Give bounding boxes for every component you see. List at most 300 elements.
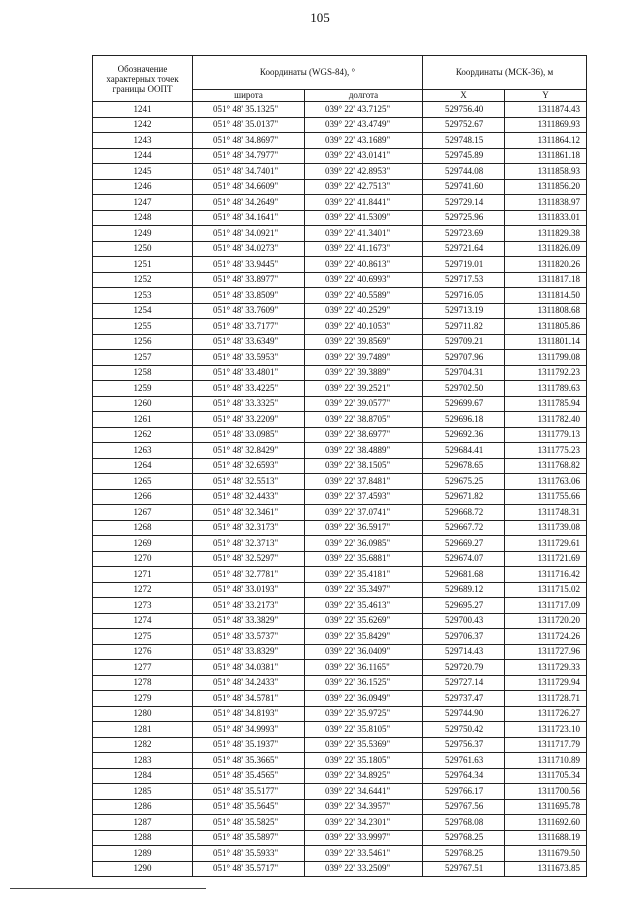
header-wgs84: Координаты (WGS-84), ° [193,56,423,90]
latitude-value: 051° 48' 34.0381" [193,660,305,676]
longitude-value: 039° 22' 41.1673" [305,241,423,257]
table-row [93,226,587,242]
latitude-value: 051° 48' 35.5717" [193,861,305,877]
y-value: 1311775.23 [505,443,587,459]
latitude-value: 051° 48' 32.5513" [193,474,305,490]
longitude-value: 039° 22' 38.1505" [305,458,423,474]
point-number: 1253 [93,288,193,304]
x-value: 529723.69 [423,226,505,242]
table-row [93,303,587,319]
x-value: 529768.25 [423,830,505,846]
table-row [93,815,587,831]
header-latitude: широта [193,90,305,102]
table-row [93,319,587,335]
x-value: 529689.12 [423,582,505,598]
longitude-value: 039° 22' 33.2509" [305,861,423,877]
point-number: 1252 [93,272,193,288]
x-value: 529721.64 [423,241,505,257]
point-number: 1288 [93,830,193,846]
point-number: 1267 [93,505,193,521]
table-row [93,412,587,428]
y-value: 1311838.97 [505,195,587,211]
latitude-value: 051° 48' 35.1325" [193,102,305,118]
point-number: 1271 [93,567,193,583]
longitude-value: 039° 22' 43.1689" [305,133,423,149]
table-row [93,660,587,676]
x-value: 529678.65 [423,458,505,474]
table-row [93,102,587,118]
y-value: 1311820.26 [505,257,587,273]
x-value: 529756.37 [423,737,505,753]
x-value: 529768.08 [423,815,505,831]
latitude-value: 051° 48' 33.8509" [193,288,305,304]
latitude-value: 051° 48' 33.8977" [193,272,305,288]
point-number: 1278 [93,675,193,691]
latitude-value: 051° 48' 33.2173" [193,598,305,614]
x-value: 529681.68 [423,567,505,583]
x-value: 529709.21 [423,334,505,350]
point-number: 1270 [93,551,193,567]
table-row [93,365,587,381]
point-number: 1247 [93,195,193,211]
x-value: 529768.25 [423,846,505,862]
table-row [93,799,587,815]
point-number: 1290 [93,861,193,877]
longitude-value: 039° 22' 39.7489" [305,350,423,366]
point-number: 1257 [93,350,193,366]
y-value: 1311801.14 [505,334,587,350]
longitude-value: 039° 22' 35.8105" [305,722,423,738]
x-value: 529674.07 [423,551,505,567]
longitude-value: 039° 22' 34.8925" [305,768,423,784]
x-value: 529752.67 [423,117,505,133]
table-row [93,551,587,567]
table-row [93,861,587,877]
x-value: 529716.05 [423,288,505,304]
point-number: 1260 [93,396,193,412]
y-value: 1311729.94 [505,675,587,691]
table-row [93,179,587,195]
point-number: 1276 [93,644,193,660]
y-value: 1311739.08 [505,520,587,536]
longitude-value: 039° 22' 39.0577" [305,396,423,412]
point-number: 1284 [93,768,193,784]
latitude-value: 051° 48' 34.7977" [193,148,305,164]
latitude-value: 051° 48' 34.2433" [193,675,305,691]
table-row [93,489,587,505]
latitude-value: 051° 48' 32.3173" [193,520,305,536]
x-value: 529700.43 [423,613,505,629]
x-value: 529764.34 [423,768,505,784]
longitude-value: 039° 22' 41.5309" [305,210,423,226]
point-number: 1282 [93,737,193,753]
point-number: 1287 [93,815,193,831]
x-value: 529706.37 [423,629,505,645]
table-row [93,582,587,598]
latitude-value: 051° 48' 35.5897" [193,830,305,846]
y-value: 1311856.20 [505,179,587,195]
longitude-value: 039° 22' 40.2529" [305,303,423,319]
latitude-value: 051° 48' 33.6349" [193,334,305,350]
latitude-value: 051° 48' 35.5933" [193,846,305,862]
x-value: 529699.67 [423,396,505,412]
table-row [93,613,587,629]
y-value: 1311700.56 [505,784,587,800]
point-number: 1254 [93,303,193,319]
header-x: X [423,90,505,102]
table-row [93,536,587,552]
y-value: 1311833.01 [505,210,587,226]
page-number: 105 [310,10,330,25]
point-number: 1277 [93,660,193,676]
latitude-value: 051° 48' 32.6593" [193,458,305,474]
table-row [93,598,587,614]
y-value: 1311785.94 [505,396,587,412]
latitude-value: 051° 48' 34.0273" [193,241,305,257]
y-value: 1311805.86 [505,319,587,335]
point-number: 1268 [93,520,193,536]
longitude-value: 039° 22' 34.6441" [305,784,423,800]
table-row [93,737,587,753]
longitude-value: 039° 22' 36.0949" [305,691,423,707]
longitude-value: 039° 22' 43.4749" [305,117,423,133]
latitude-value: 051° 48' 34.9993" [193,722,305,738]
y-value: 1311826.09 [505,241,587,257]
table-row [93,768,587,784]
latitude-value: 051° 48' 33.4225" [193,381,305,397]
latitude-value: 051° 48' 35.0137" [193,117,305,133]
x-value: 529671.82 [423,489,505,505]
latitude-value: 051° 48' 33.8329" [193,644,305,660]
table-row [93,722,587,738]
y-value: 1311688.19 [505,830,587,846]
table-row [93,691,587,707]
latitude-value: 051° 48' 32.3713" [193,536,305,552]
point-number: 1245 [93,164,193,180]
table-row [93,629,587,645]
y-value: 1311814.50 [505,288,587,304]
point-number: 1244 [93,148,193,164]
point-number: 1242 [93,117,193,133]
header-point-designation: Обозначение характерных точек границы ООПТ [93,56,193,102]
latitude-value: 051° 48' 35.4565" [193,768,305,784]
latitude-value: 051° 48' 33.3829" [193,613,305,629]
table-row [93,396,587,412]
table-row [93,846,587,862]
x-value: 529692.36 [423,427,505,443]
x-value: 529707.96 [423,350,505,366]
table-row [93,427,587,443]
y-value: 1311717.09 [505,598,587,614]
y-value: 1311874.43 [505,102,587,118]
latitude-value: 051° 48' 33.2209" [193,412,305,428]
y-value: 1311755.66 [505,489,587,505]
longitude-value: 039° 22' 33.9997" [305,830,423,846]
y-value: 1311799.08 [505,350,587,366]
x-value: 529750.42 [423,722,505,738]
latitude-value: 051° 48' 35.5177" [193,784,305,800]
longitude-value: 039° 22' 43.0141" [305,148,423,164]
x-value: 529713.19 [423,303,505,319]
longitude-value: 039° 22' 38.6977" [305,427,423,443]
longitude-value: 039° 22' 36.1165" [305,660,423,676]
y-value: 1311817.18 [505,272,587,288]
x-value: 529725.96 [423,210,505,226]
x-value: 529744.90 [423,706,505,722]
longitude-value: 039° 22' 35.9725" [305,706,423,722]
header-longitude: долгота [305,90,423,102]
y-value: 1311721.69 [505,551,587,567]
point-number: 1274 [93,613,193,629]
y-value: 1311729.61 [505,536,587,552]
y-value: 1311869.93 [505,117,587,133]
longitude-value: 039° 22' 35.4181" [305,567,423,583]
point-number: 1285 [93,784,193,800]
y-value: 1311720.20 [505,613,587,629]
latitude-value: 051° 48' 32.3461" [193,505,305,521]
latitude-value: 051° 48' 35.5825" [193,815,305,831]
x-value: 529714.43 [423,644,505,660]
latitude-value: 051° 48' 33.7609" [193,303,305,319]
header-y: Y [505,90,587,102]
point-number: 1246 [93,179,193,195]
y-value: 1311782.40 [505,412,587,428]
table-row [93,520,587,536]
point-number: 1269 [93,536,193,552]
longitude-value: 039° 22' 35.8429" [305,629,423,645]
table-row [93,675,587,691]
y-value: 1311861.18 [505,148,587,164]
y-value: 1311792.23 [505,365,587,381]
table-row [93,148,587,164]
y-value: 1311695.78 [505,799,587,815]
longitude-value: 039° 22' 34.3957" [305,799,423,815]
table-row [93,133,587,149]
latitude-value: 051° 48' 33.7177" [193,319,305,335]
longitude-value: 039° 22' 35.6881" [305,551,423,567]
y-value: 1311724.26 [505,629,587,645]
table-row [93,505,587,521]
longitude-value: 039° 22' 38.8705" [305,412,423,428]
y-value: 1311715.02 [505,582,587,598]
y-value: 1311768.82 [505,458,587,474]
table-row [93,458,587,474]
x-value: 529717.53 [423,272,505,288]
latitude-value: 051° 48' 34.1641" [193,210,305,226]
table-row [93,644,587,660]
table-row [93,272,587,288]
coordinates-table [92,55,587,877]
table-row [93,210,587,226]
latitude-value: 051° 48' 33.3325" [193,396,305,412]
latitude-value: 051° 48' 32.8429" [193,443,305,459]
y-value: 1311763.06 [505,474,587,490]
longitude-value: 039° 22' 35.6269" [305,613,423,629]
longitude-value: 039° 22' 40.1053" [305,319,423,335]
point-number: 1272 [93,582,193,598]
point-number: 1275 [93,629,193,645]
point-number: 1264 [93,458,193,474]
point-number: 1241 [93,102,193,118]
x-value: 529761.63 [423,753,505,769]
latitude-value: 051° 48' 33.9445" [193,257,305,273]
point-number: 1280 [93,706,193,722]
point-number: 1258 [93,365,193,381]
y-value: 1311858.93 [505,164,587,180]
latitude-value: 051° 48' 34.2649" [193,195,305,211]
longitude-value: 039° 22' 35.1805" [305,753,423,769]
longitude-value: 039° 22' 33.5461" [305,846,423,862]
latitude-value: 051° 48' 33.5737" [193,629,305,645]
x-value: 529727.14 [423,675,505,691]
longitude-value: 039° 22' 41.3401" [305,226,423,242]
bottom-rule [10,888,206,889]
latitude-value: 051° 48' 34.8697" [193,133,305,149]
table-row [93,443,587,459]
y-value: 1311727.96 [505,644,587,660]
latitude-value: 051° 48' 34.7401" [193,164,305,180]
x-value: 529729.14 [423,195,505,211]
point-number: 1256 [93,334,193,350]
latitude-value: 051° 48' 33.4801" [193,365,305,381]
point-number: 1286 [93,799,193,815]
longitude-value: 039° 22' 40.6993" [305,272,423,288]
point-number: 1261 [93,412,193,428]
table-row [93,164,587,180]
table-row [93,195,587,211]
longitude-value: 039° 22' 35.3497" [305,582,423,598]
longitude-value: 039° 22' 35.5369" [305,737,423,753]
longitude-value: 039° 22' 38.4889" [305,443,423,459]
point-number: 1249 [93,226,193,242]
y-value: 1311729.33 [505,660,587,676]
table-row [93,706,587,722]
latitude-value: 051° 48' 35.1937" [193,737,305,753]
longitude-value: 039° 22' 34.2301" [305,815,423,831]
longitude-value: 039° 22' 39.8569" [305,334,423,350]
x-value: 529669.27 [423,536,505,552]
longitude-value: 039° 22' 37.8481" [305,474,423,490]
y-value: 1311726.27 [505,706,587,722]
table-body [93,102,587,877]
table-row [93,474,587,490]
header-msk36: Координаты (МСК-36), м [423,56,587,90]
latitude-value: 051° 48' 32.5297" [193,551,305,567]
table-row [93,784,587,800]
point-number: 1243 [93,133,193,149]
y-value: 1311717.79 [505,737,587,753]
point-number: 1266 [93,489,193,505]
longitude-value: 039° 22' 35.4613" [305,598,423,614]
table-row [93,257,587,273]
point-number: 1283 [93,753,193,769]
point-number: 1279 [93,691,193,707]
longitude-value: 039° 22' 36.0409" [305,644,423,660]
latitude-value: 051° 48' 33.0193" [193,582,305,598]
longitude-value: 039° 22' 40.8613" [305,257,423,273]
x-value: 529745.89 [423,148,505,164]
longitude-value: 039° 22' 37.4593" [305,489,423,505]
point-number: 1262 [93,427,193,443]
y-value: 1311728.71 [505,691,587,707]
x-value: 529720.79 [423,660,505,676]
longitude-value: 039° 22' 37.0741" [305,505,423,521]
x-value: 529668.72 [423,505,505,521]
y-value: 1311673.85 [505,861,587,877]
point-number: 1259 [93,381,193,397]
longitude-value: 039° 22' 36.1525" [305,675,423,691]
table-row [93,241,587,257]
latitude-value: 051° 48' 34.6609" [193,179,305,195]
longitude-value: 039° 22' 36.0985" [305,536,423,552]
point-number: 1255 [93,319,193,335]
table-row [93,350,587,366]
longitude-value: 039° 22' 41.8441" [305,195,423,211]
x-value: 529767.56 [423,799,505,815]
x-value: 529702.50 [423,381,505,397]
x-value: 529756.40 [423,102,505,118]
y-value: 1311723.10 [505,722,587,738]
latitude-value: 051° 48' 33.0985" [193,427,305,443]
x-value: 529711.82 [423,319,505,335]
longitude-value: 039° 22' 40.5589" [305,288,423,304]
point-number: 1265 [93,474,193,490]
x-value: 529719.01 [423,257,505,273]
x-value: 529704.31 [423,365,505,381]
table-row [93,381,587,397]
point-number: 1263 [93,443,193,459]
table-row [93,753,587,769]
latitude-value: 051° 48' 33.5953" [193,350,305,366]
y-value: 1311829.38 [505,226,587,242]
table-row [93,117,587,133]
longitude-value: 039° 22' 39.2521" [305,381,423,397]
y-value: 1311692.60 [505,815,587,831]
y-value: 1311748.31 [505,505,587,521]
table-row [93,288,587,304]
table-row [93,334,587,350]
x-value: 529748.15 [423,133,505,149]
x-value: 529744.08 [423,164,505,180]
x-value: 529767.51 [423,861,505,877]
x-value: 529667.72 [423,520,505,536]
y-value: 1311710.89 [505,753,587,769]
point-number: 1248 [93,210,193,226]
longitude-value: 039° 22' 42.8953" [305,164,423,180]
point-number: 1281 [93,722,193,738]
point-number: 1273 [93,598,193,614]
latitude-value: 051° 48' 34.5781" [193,691,305,707]
y-value: 1311779.13 [505,427,587,443]
latitude-value: 051° 48' 34.8193" [193,706,305,722]
y-value: 1311789.63 [505,381,587,397]
x-value: 529675.25 [423,474,505,490]
x-value: 529695.27 [423,598,505,614]
y-value: 1311808.68 [505,303,587,319]
x-value: 529696.18 [423,412,505,428]
table-row [93,567,587,583]
longitude-value: 039° 22' 39.3889" [305,365,423,381]
x-value: 529766.17 [423,784,505,800]
point-number: 1289 [93,846,193,862]
table-row [93,830,587,846]
x-value: 529737.47 [423,691,505,707]
longitude-value: 039° 22' 36.5917" [305,520,423,536]
point-number: 1251 [93,257,193,273]
x-value: 529741.60 [423,179,505,195]
y-value: 1311716.42 [505,567,587,583]
latitude-value: 051° 48' 32.4433" [193,489,305,505]
